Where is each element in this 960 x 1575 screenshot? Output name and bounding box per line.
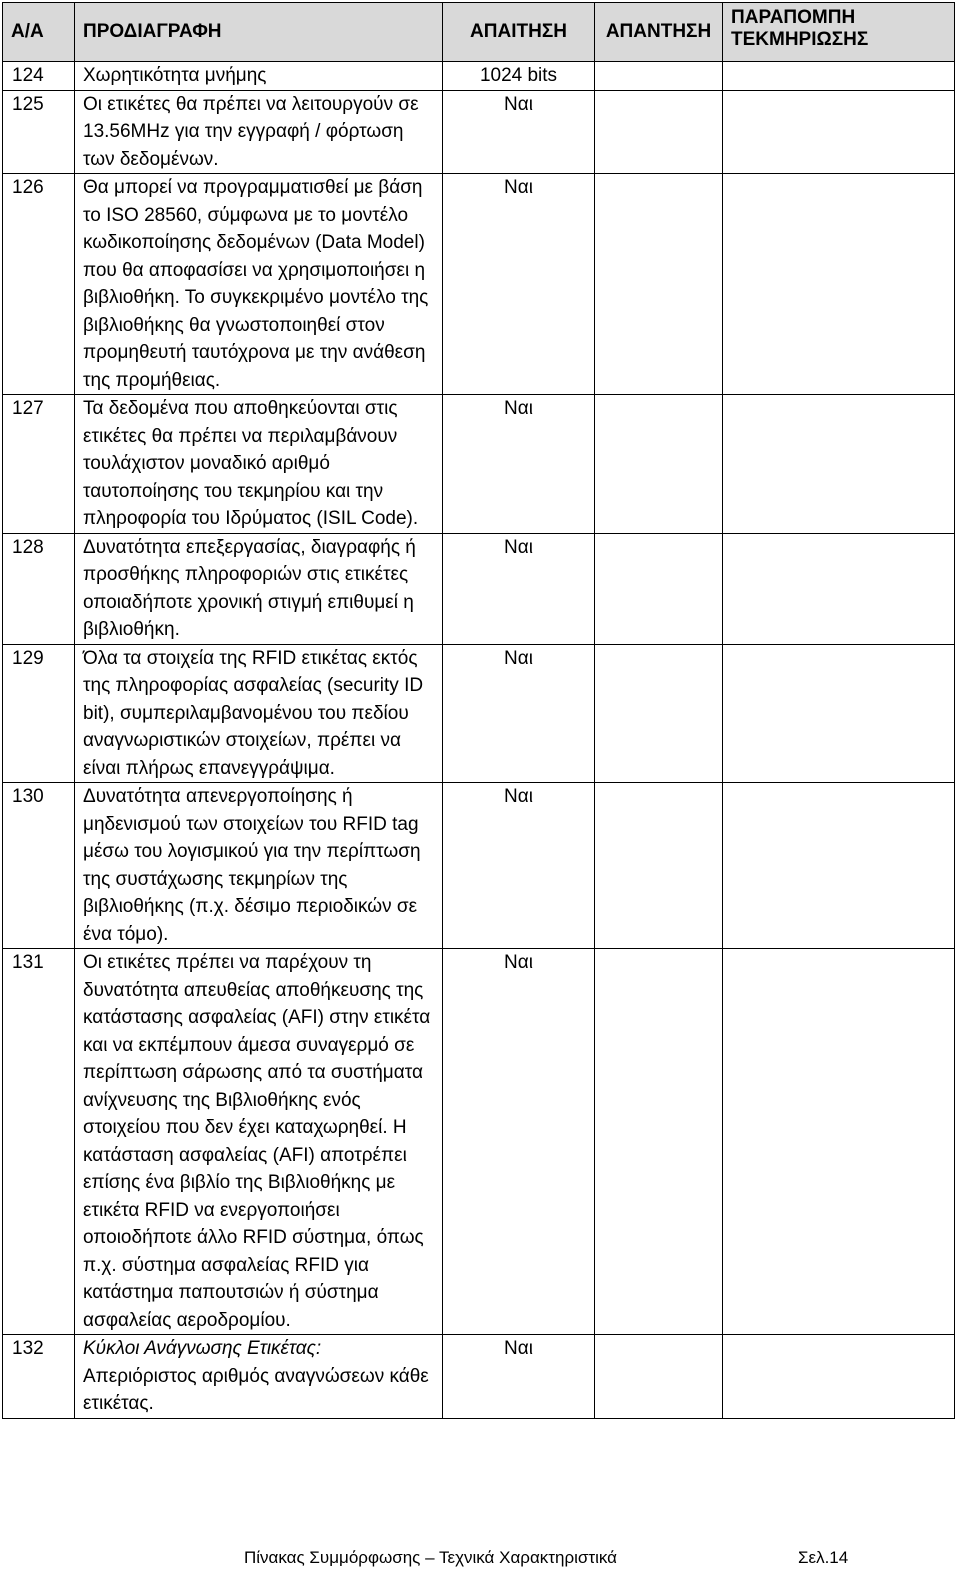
table-row xyxy=(3,533,955,644)
compliance-table-container xyxy=(2,2,954,1419)
row-spec: Χωρητικότητα μνήμης xyxy=(75,62,443,91)
row-spec: Τα δεδομένα που αποθηκεύονται στις ετικέτες θα πρέπει να περιλαμβάνουν τουλάχιστον μοναδικό αριθμό ταυτοποίησης του τεκμηρίου και την πληροφορία του Ιδρύματος (ISIL Code). xyxy=(75,395,443,534)
row-reference xyxy=(723,62,955,91)
row-answer xyxy=(595,90,723,174)
footer-title: Πίνακας Συμμόρφωσης – Τεχνικά Χαρακτηριστικά xyxy=(244,1548,617,1567)
row-reference xyxy=(723,90,955,174)
row-number: 130 xyxy=(3,783,75,949)
row-requirement: Ναι xyxy=(443,174,595,395)
row-spec-text: Απεριόριστος αριθμός αναγνώσεων κάθε ετικέτας. xyxy=(83,1365,429,1414)
table-row xyxy=(3,90,955,174)
table-row xyxy=(3,783,955,949)
row-answer xyxy=(595,533,723,644)
row-requirement: Ναι xyxy=(443,1335,595,1419)
row-reference xyxy=(723,644,955,783)
row-number: 129 xyxy=(3,644,75,783)
row-requirement: Ναι xyxy=(443,783,595,949)
row-number: 131 xyxy=(3,949,75,1335)
row-answer xyxy=(595,949,723,1335)
table-row xyxy=(3,949,955,1335)
table-row xyxy=(3,1335,955,1419)
compliance-table xyxy=(2,2,955,1419)
row-reference xyxy=(723,533,955,644)
row-number: 126 xyxy=(3,174,75,395)
header-answer: ΑΠΑΝΤΗΣΗ xyxy=(595,3,723,62)
row-reference xyxy=(723,395,955,534)
row-answer xyxy=(595,783,723,949)
row-spec: Θα μπορεί να προγραμματισθεί με βάση το ISO 28560, σύμφωνα με το μοντέλο κωδικοποίησης δεδομένων (Data Model) που θα αποφασίσει να χρησιμοποιήσει η βιβλιοθήκη. Το συγκεκριμένο μοντέλο της βιβλιοθήκης θα γνωστοποιηθεί στον προμηθευτή ταυτόχρονα με την ανάθεση της προμήθειας. xyxy=(75,174,443,395)
row-spec: Όλα τα στοιχεία της RFID ετικέτας εκτός της πληροφορίας ασφαλείας (security ID bit), συμπεριλαμβανομένου του πεδίου αναγνωριστικών στοιχείων, πρέπει να είναι πλήρως επανεγγράψιμα. xyxy=(75,644,443,783)
header-aa: Α/Α xyxy=(3,3,75,62)
page-footer xyxy=(0,1548,960,1572)
row-reference xyxy=(723,1335,955,1419)
table-header-row xyxy=(3,3,955,62)
row-answer xyxy=(595,644,723,783)
header-reference-line1: ΠΑΡΑΠΟΜΠΗ xyxy=(731,7,856,28)
header-requirement: ΑΠΑΙΤΗΣΗ xyxy=(443,3,595,62)
row-spec xyxy=(75,1335,443,1419)
row-requirement: Ναι xyxy=(443,949,595,1335)
row-number: 128 xyxy=(3,533,75,644)
row-reference xyxy=(723,174,955,395)
table-row xyxy=(3,644,955,783)
row-spec: Δυνατότητα επεξεργασίας, διαγραφής ή προσθήκης πληροφοριών στις ετικέτες οποιαδήποτε χρονική στιγμή επιθυμεί η βιβλιοθήκη. xyxy=(75,533,443,644)
table-row xyxy=(3,174,955,395)
table-row xyxy=(3,62,955,91)
row-spec: Οι ετικέτες θα πρέπει να λειτουργούν σε 13.56MHz για την εγγραφή / φόρτωση των δεδομένων. xyxy=(75,90,443,174)
row-spec: Οι ετικέτες πρέπει να παρέχουν τη δυνατότητα απευθείας αποθήκευσης της κατάστασης ασφαλείας (AFI) στην ετικέτα και να εκπέμπουν άμεσα συναγερμό σε περίπτωση σάρωσης από τα συστήματα ανίχνευσης της Βιβλιοθήκης ενός στοιχείου που δεν έχει καταχωρηθεί. Η κατάσταση ασφαλείας (AFI) αποτρέπει επίσης ένα βιβλίο της Βιβλιοθήκης με ετικέτα RFID να ενεργοποιήσει οποιοδήποτε άλλο RFID σύστημα, όπως π.χ. σύστημα ασφαλείας RFID για κατάστημα παπουτσιών ή σύστημα ασφαλείας αεροδρομίου. xyxy=(75,949,443,1335)
row-number: 127 xyxy=(3,395,75,534)
row-answer xyxy=(595,62,723,91)
header-reference-line2: ΤΕΚΜΗΡΙΩΣΗΣ xyxy=(731,29,869,50)
header-spec: ΠΡΟΔΙΑΓΡΑΦΗ xyxy=(75,3,443,62)
row-requirement: 1024 bits xyxy=(443,62,595,91)
row-reference xyxy=(723,949,955,1335)
header-reference xyxy=(723,3,955,62)
row-requirement: Ναι xyxy=(443,644,595,783)
table-row xyxy=(3,395,955,534)
row-number: 132 xyxy=(3,1335,75,1419)
row-answer xyxy=(595,174,723,395)
row-number: 125 xyxy=(3,90,75,174)
row-number: 124 xyxy=(3,62,75,91)
row-requirement: Ναι xyxy=(443,395,595,534)
row-spec: Δυνατότητα απενεργοποίησης ή μηδενισμού των στοιχείων του RFID tag μέσω του λογισμικού για την περίπτωση της συστάχωσης τεκμηρίων της βιβλιοθήκης (π.χ. δέσιμο περιοδικών σε ένα τόμο). xyxy=(75,783,443,949)
page-number: Σελ.14 xyxy=(798,1548,849,1567)
row-answer xyxy=(595,1335,723,1419)
row-requirement: Ναι xyxy=(443,90,595,174)
row-reference xyxy=(723,783,955,949)
row-spec-italic-heading: Κύκλοι Ανάγνωσης Ετικέτας: xyxy=(83,1338,322,1359)
row-requirement: Ναι xyxy=(443,533,595,644)
row-answer xyxy=(595,395,723,534)
